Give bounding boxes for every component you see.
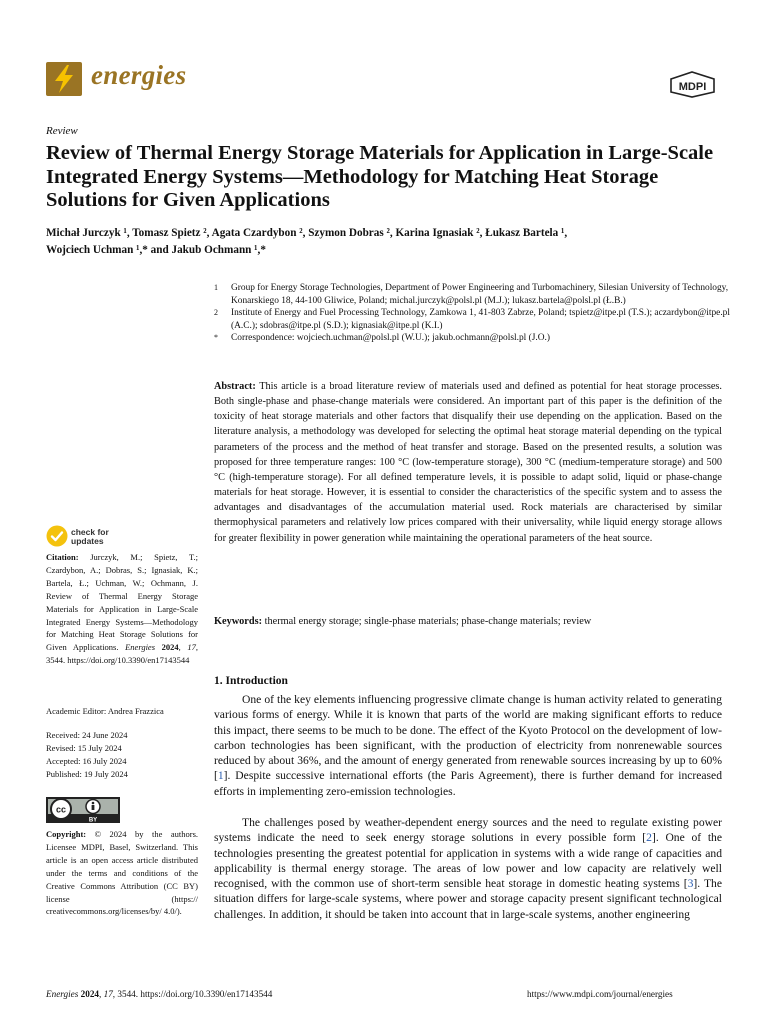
abstract-label: Abstract: <box>214 381 256 392</box>
footer-volume: 17 <box>103 989 113 999</box>
citation: Citation: Jurczyk, M.; Spietz, T.; Czardybon, A.; Dobras, S.; Ignasiak, K.; Bartela, Ł.; Uchman, W.; Ochmann, J. Review of Thermal Energy Storage Materials for Application in Large-Scale Integrated Energy Systems—Methodology for Matching Heat Storage Solutions for Given Applications. Energies 2024, 17, 3544. https://doi.org/10.3390/en17143544 <box>46 552 199 666</box>
copyright-notice <box>46 828 198 918</box>
author-list <box>46 225 736 259</box>
reference-link[interactable]: 3 <box>687 877 694 891</box>
paragraph-text: The challenges posed by weather-dependent energy sources and the need to regulate existing power systems indicate the need to seek energy storage solutions in every possible form [ <box>214 816 722 845</box>
reference-link[interactable]: 2 <box>646 831 652 845</box>
svg-text:cc: cc <box>55 804 67 815</box>
citation-journal: Energies <box>125 642 156 653</box>
article-type: Review <box>46 125 78 137</box>
footer-journal-url[interactable]: https://www.mdpi.com/journal/energies <box>527 989 673 999</box>
paragraph-text: One of the key elements influencing progressive climate change is human activity related to generating various forms of energy. While it is known that parts of the world are making significant efforts to reduce this impact, there seems to be much to be done. The effect of the Kyoto Protocol on the development of low-carbon technologies has been significant, with the production of electricity from nonrenewable sources reduced by about 36%, and the amount of energy generated from renewable sources increasing by up to 60% [ <box>214 693 722 783</box>
abstract <box>214 379 722 546</box>
citation-doi[interactable]: , 3544. https://doi.org/10.3390/en17143544 <box>46 642 199 666</box>
mdpi-logo-text: MDPI <box>678 81 707 93</box>
affiliations <box>214 282 734 345</box>
affiliation-mark: * <box>214 333 218 343</box>
abstract-text: This article is a broad literature review of materials used and defined as potential for heat storage processes. Both single-phase and phase-change materials were considered. An important part of this paper is the definition of the toxicity of heat storage materials and other factors that disqualify their use depending on the application. Based on the literature analysis, a methodology was developed for selecting the optimal heat storage material depending on the typical parameters of the process and the method of heat transfer and storage. Based on the presented results, a solution was proposed for three temperature ranges: 100 °C (low-temperature storage), 300 °C (medium-temperature storage) and 500 °C (high-temperature storage). For all defined temperature levels, it is possible to adapt solid, liquid or phase-change materials for heat storage. However, it is essential to consider the characteristics of the specific system and to assess the advantages and disadvantages of the accumulation material used. Rock materials are characterised by similar thermophysical parameters and relatively low prices compared with their universality, while liquid energy storage allows for greater flexibility in power generation while maintaining the operational parameters of the heat source. <box>214 381 723 544</box>
correspondence-text: Correspondence: wojciech.uchman@polsl.pl (W.U.); jakub.ochmann@polsl.pl (J.O.) <box>231 333 550 344</box>
keywords-text: thermal energy storage; single-phase materials; phase-change materials; review <box>264 616 592 627</box>
intro-paragraph-2 <box>214 815 722 922</box>
cc-by-license-icon[interactable] <box>46 797 120 823</box>
copyright-label: Copyright: <box>46 829 87 839</box>
correspondence <box>214 332 734 345</box>
citation-year: 2024 <box>161 642 179 653</box>
journal-logo-icon <box>46 62 82 96</box>
publication-dates <box>46 729 198 781</box>
affiliation-1 <box>214 282 734 307</box>
affiliation-mark: 2 <box>214 308 218 318</box>
affiliation-text: Group for Energy Storage Technologies, Department of Power Engineering and Turbomachinery, Silesian University of Technology, Konarskiego 18, 44-100 Gliwice, Poland; michal.jurczyk@polsl.pl (M.J.); lukasz.bartela@polsl.pl (Ł.B.) <box>231 283 729 306</box>
copyright-text: © 2024 by the authors. Licensee MDPI, Basel, Switzerland. This article is an open access article distributed under the terms and conditions of the Creative Commons Attribution (CC BY) license (https:// creativecommons.org/licenses/by/ 4.0/). <box>46 829 199 917</box>
article-title: Review of Thermal Energy Storage Materials for Application in Large-Scale Integrated Energy Systems—Methodology for Matching Heat Storage Solutions for Given Applications <box>46 142 714 211</box>
author-line-1 <box>46 225 736 242</box>
affiliation-text: Institute of Energy and Fuel Processing Technology, Zamkowa 1, 41-803 Zabrze, Poland; tspietz@itpe.pl (T.S.); aczardybon@itpe.pl (A.C.); sdobras@itpe.pl (S.D.); kignasiak@itpe.pl (K.I.) <box>231 308 730 331</box>
citation-text: Jurczyk, M.; Spietz, T.; Czardybon, A.; Dobras, S.; Ignasiak, K.; Bartela, Ł.; Uchman, W.; Ochmann, J. Review of Thermal Energy Storage Materials for Application in Large-Scale Integrated Energy Systems—Methodology for Matching Heat Storage Solutions for Given Applications. <box>46 552 199 653</box>
paragraph-text: ]. One of the technologies presenting the greatest potential for application in systems with a wide range of capacities and applicability is thermal energy storage. The areas of low power and low capacity are relatively well recognised, with the common use of short-term sensible heat storage in domestic heating systems [ <box>214 831 722 891</box>
footer-citation: Energies 2024, 17, 3544. https://doi.org/10.3390/en17143544 <box>46 989 273 999</box>
date-accepted: Accepted: 16 July 2024 <box>46 755 127 766</box>
section-heading-introduction: 1. Introduction <box>214 675 288 687</box>
cc-by-label: BY <box>88 817 98 823</box>
footer-year: 2024 <box>80 989 99 999</box>
paragraph-text: ]. Despite successive international efforts (the Paris Agreement), there is further demand for increased efforts in implementing zero-emission technologies. <box>214 769 722 798</box>
date-revised: Revised: 15 July 2024 <box>46 742 122 753</box>
author-line-2 <box>46 242 736 259</box>
intro-paragraph-1 <box>214 692 722 799</box>
journal-name[interactable]: energies <box>91 60 187 90</box>
date-published: Published: 19 July 2024 <box>46 768 128 779</box>
date-received: Received: 24 June 2024 <box>46 730 128 740</box>
paragraph-text: ]. The situation differs for large-scale systems, where power and storage capacity present significant technological challenges. In addition, it should be taken into account that in large-scale systems, another engineering <box>214 877 722 921</box>
check-for-updates-icon[interactable] <box>46 525 68 547</box>
footer-journal: Energies <box>46 989 79 999</box>
academic-editor: Academic Editor: Andrea Frazzica <box>46 706 164 716</box>
mdpi-logo[interactable] <box>665 70 720 98</box>
reference-link[interactable]: 1 <box>217 769 224 783</box>
check-for-updates-label[interactable]: check for updates <box>71 527 109 546</box>
affiliation-2 <box>214 307 734 332</box>
authors-text-1: Michał Jurczyk ¹, Tomasz Spietz ², Agata Czardybon ², Szymon Dobras ², Karina Ignasiak ², Łukasz Bartela ¹, <box>46 227 568 239</box>
affiliation-mark: 1 <box>214 283 218 292</box>
citation-label: Citation: <box>46 552 79 562</box>
keywords-label: Keywords: <box>214 616 263 627</box>
keywords <box>214 614 722 629</box>
authors-text-2: Wojciech Uchman ¹,* and Jakub Ochmann ¹,* <box>46 244 266 256</box>
footer-doi[interactable]: , 3544. https://doi.org/10.3390/en17143544 <box>112 989 273 999</box>
citation-volume: 17 <box>187 642 196 653</box>
